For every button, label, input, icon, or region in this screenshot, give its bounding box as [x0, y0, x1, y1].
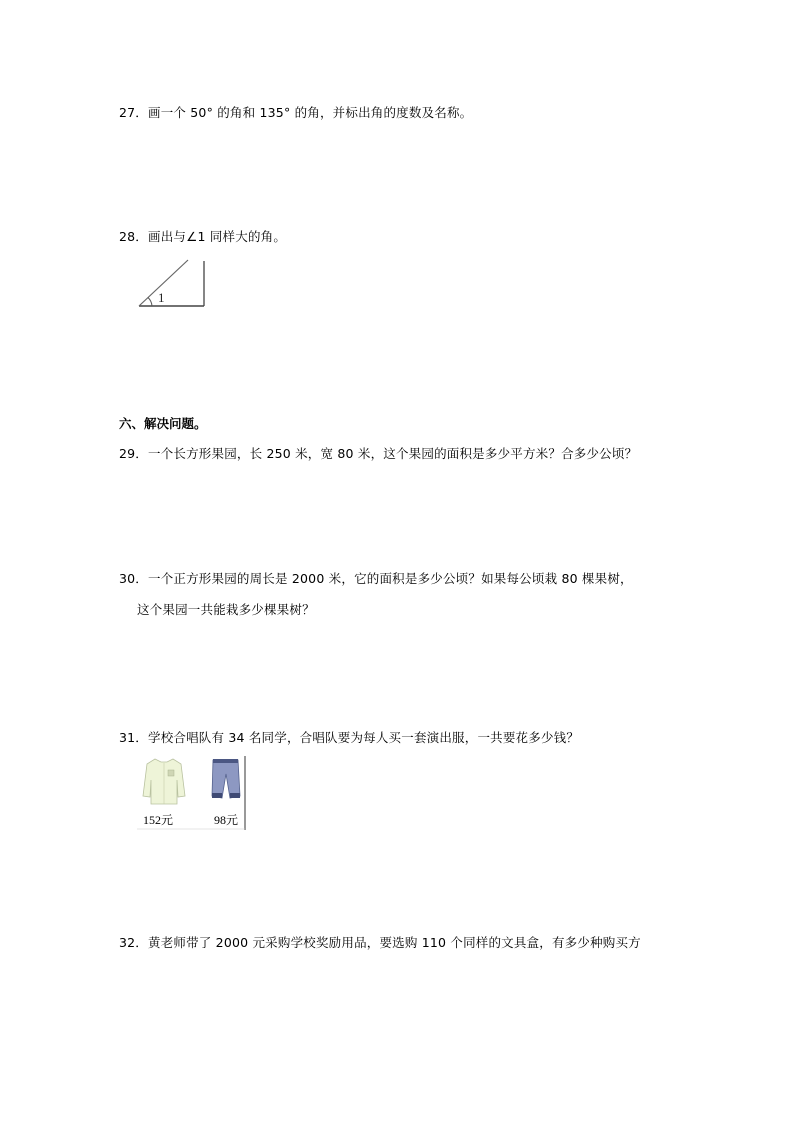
question-31-text: 31．学校合唱队有 34 名同学，合唱队要为每人买一套演出服，一共要花多少钱？ [119, 730, 580, 745]
pants-icon [212, 759, 240, 798]
question-28-text: 28．画出与∠1 同样大的角。 [119, 229, 287, 244]
shirt-icon [143, 759, 185, 804]
question-30-line2: 这个果园一共能栽多少棵果树？ [137, 602, 315, 617]
question-29 [119, 446, 637, 462]
section-6-title: 六、解决问题。 [119, 416, 207, 431]
question-32 [119, 935, 641, 951]
angle-icon [138, 259, 208, 309]
question-31 [119, 730, 579, 746]
question-30 [119, 571, 633, 618]
question-32-text: 32．黄老师带了 2000 元采购学校奖励用品，要选购 110 个同样的文具盒，有多少种购买方 [119, 935, 641, 950]
pants-price: 98元 [214, 813, 239, 827]
angle-label: 1 [158, 290, 165, 305]
question-30-line1: 30．一个正方形果园的周长是 2000 米，它的面积是多少公顷？如果每公顷栽 80 棵果树， [119, 571, 633, 586]
question-29-text: 29．一个长方形果园，长 250 米，宽 80 米，这个果园的面积是多少平方米？合多少公顷？ [119, 446, 638, 461]
question-28 [119, 229, 286, 245]
clothing-prices-figure [137, 756, 247, 830]
question-27 [119, 105, 472, 121]
shirt-price: 152元 [143, 813, 174, 827]
question-27-text: 27．画一个 50° 的角和 135° 的角，并标出角的度数及名称。 [119, 105, 473, 120]
angle-1-figure [138, 259, 208, 309]
